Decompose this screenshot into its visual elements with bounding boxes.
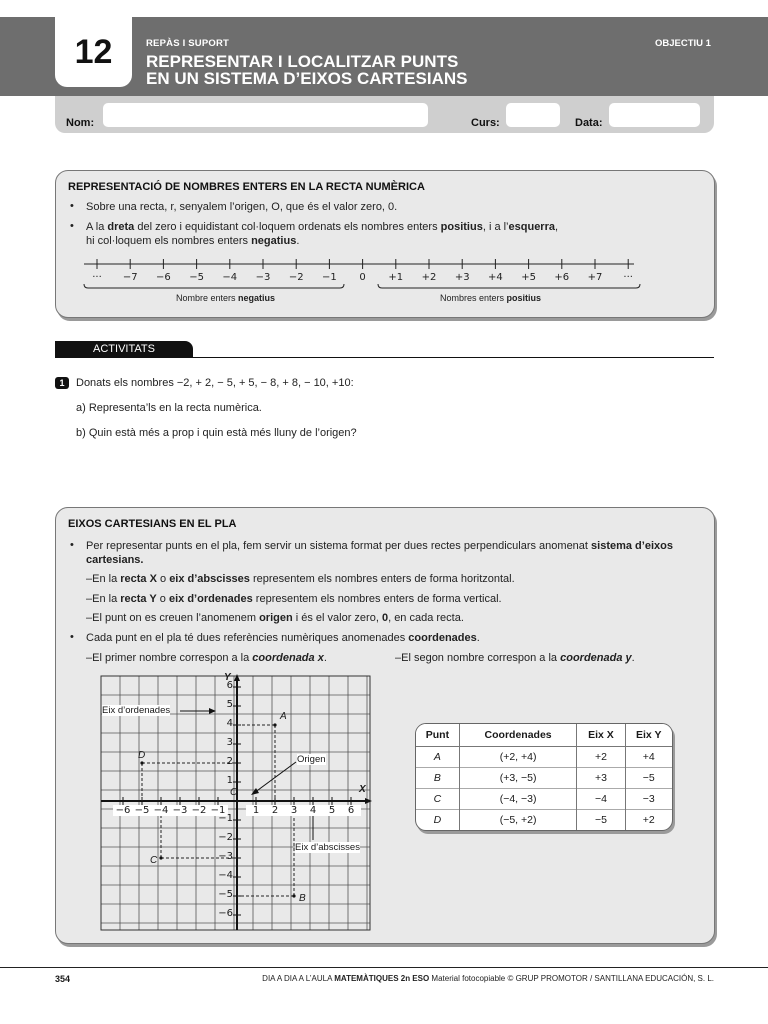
text: o <box>156 573 170 585</box>
table-row <box>416 768 672 789</box>
y-tick-label: −1 <box>218 813 233 824</box>
y-tick-label: 6 <box>226 680 233 691</box>
text-bold: cartesians. <box>86 554 144 566</box>
callout-ordenades: Eix d’ordenades <box>102 705 171 716</box>
callout-abscisses: Eix d’abscisses <box>295 842 360 853</box>
question-1a: a) Representa’ls en la recta numèrica. <box>76 402 262 414</box>
cartesian-panel-title: EIXOS CARTESIANS EN EL PLA <box>68 518 237 530</box>
number-line-label: +4 <box>488 272 503 283</box>
text-bold: recta Y <box>120 593 157 605</box>
date-label: Data: <box>575 117 603 129</box>
text: del zero i equidistant col·loquem ordenats els nombres enters <box>134 221 441 233</box>
text: , <box>555 221 559 233</box>
table-cell: −4 <box>577 789 625 810</box>
name-label: Nom: <box>66 117 95 129</box>
point-b <box>292 894 295 897</box>
point-label-d: D <box>138 750 146 761</box>
table-row <box>416 810 672 830</box>
text-bold: recta X <box>120 573 157 585</box>
number-line-label: −4 <box>222 272 238 283</box>
table-header-eix-x: Eix X <box>577 724 625 747</box>
footer-credit <box>262 974 714 983</box>
text: representem els nombres enters de forma vertical. <box>252 593 502 605</box>
bullet: • <box>70 631 74 643</box>
y-tick-label: −2 <box>218 832 233 843</box>
callout-origen: Origen <box>297 754 326 765</box>
number-line-label: +5 <box>521 272 536 283</box>
text: –El segon nombre correspon a la <box>395 652 561 664</box>
number-line-label: +2 <box>421 272 437 283</box>
origin-label: O <box>230 787 238 798</box>
y-axis-arrow <box>234 674 240 681</box>
bullet: • <box>70 539 74 551</box>
text: Cada punt en el pla té dues referències numèriques anomenades <box>86 632 409 644</box>
number-line-label: 0 <box>359 272 366 283</box>
x-tick-label: 3 <box>284 805 304 816</box>
y-tick-label: −4 <box>218 870 233 881</box>
activities-tab: ACTIVITATS <box>55 341 193 357</box>
text-bold: coordenada y <box>560 652 632 664</box>
text: i és el valor zero, <box>292 612 382 624</box>
text: , i a l’ <box>482 221 509 233</box>
text-bold: negatius <box>251 235 297 247</box>
y-tick-label: 3 <box>226 737 233 748</box>
question-number: 1 <box>55 377 69 389</box>
x-tick-label: −6 <box>113 805 133 816</box>
text: Per representar punts en el pla, fem servir un sistema format per dues rectes perpendiculars anomenat <box>86 540 592 552</box>
table-cell: (−4, −3) <box>459 789 577 810</box>
x-tick-label: 5 <box>322 805 342 816</box>
footer-rule <box>0 967 768 968</box>
x-tick-label: −3 <box>170 805 190 816</box>
y-tick-label: −3 <box>218 851 233 862</box>
text: Nombre enters <box>176 293 239 303</box>
text-bold: coordenades <box>408 632 477 644</box>
coordinates-table <box>415 723 673 831</box>
text: DIA A DIA A L’AULA <box>262 974 335 983</box>
bullet: • <box>70 200 74 212</box>
text: Material fotocopiable © GRUP PROMOTOR / SANTILLANA EDUCACIÓN, S. L. <box>429 974 714 983</box>
table-cell: (−5, +2) <box>459 810 577 830</box>
number-line-panel-title: REPRESENTACIÓ DE NOMBRES ENTERS EN LA RECTA NUMÈRICA <box>68 181 425 193</box>
y-tick-label: −6 <box>218 908 233 919</box>
x-tick-label: 6 <box>341 805 361 816</box>
text-bold: 0 <box>381 612 389 624</box>
table-cell: +4 <box>625 747 672 768</box>
unit-number: 12 <box>55 17 132 87</box>
x-tick-label: −2 <box>189 805 209 816</box>
table-cell: C <box>416 789 459 810</box>
text: . <box>631 652 635 664</box>
number-line-label: +6 <box>554 272 570 283</box>
number-line-label: +3 <box>454 272 470 283</box>
y-axis-label: Y <box>224 672 231 683</box>
x-tick-label: 4 <box>303 805 323 816</box>
header-objective: OBJECTIU 1 <box>655 38 711 49</box>
number-line-label: +1 <box>388 272 404 283</box>
text: . <box>323 652 327 664</box>
x-tick-label: −5 <box>132 805 152 816</box>
bullet: • <box>70 220 74 232</box>
text-bold: sistema d’eixos <box>591 540 673 552</box>
question-1-text: Donats els nombres −2, + 2, − 5, + 5, − 8, + 8, − 10, +10: <box>76 377 354 389</box>
number-line-label: −5 <box>189 272 204 283</box>
table-row <box>416 747 672 768</box>
point-c <box>159 856 162 859</box>
y-tick-label: 5 <box>226 699 233 710</box>
y-tick-label: 1 <box>226 775 233 786</box>
x-axis-arrow <box>365 798 372 804</box>
text-bold: negatius <box>238 293 276 303</box>
number-line-label: ··· <box>92 272 102 283</box>
table-header-eix-y: Eix Y <box>625 724 672 747</box>
text-bold: coordenada x <box>252 652 324 664</box>
x-axis-label: X <box>359 784 366 795</box>
point-label-b: B <box>299 893 306 904</box>
point-a <box>273 723 276 726</box>
table-cell: −3 <box>625 789 672 810</box>
x-tick-label: 2 <box>265 805 285 816</box>
number-line-label: −7 <box>122 272 138 283</box>
point-label-a: A <box>280 711 287 722</box>
text: Nombres enters <box>440 293 507 303</box>
number-line-label: +7 <box>587 272 603 283</box>
text: , en cada recta. <box>388 612 464 624</box>
y-tick-label: 4 <box>226 718 233 729</box>
number-line-label: ··· <box>623 272 633 283</box>
point-label-c: C <box>150 855 158 866</box>
x-tick-label: −4 <box>151 805 171 816</box>
header-kicker: REPÀS I SUPORT <box>146 38 230 49</box>
text-bold: positius <box>506 293 542 303</box>
text-bold: esquerra <box>508 221 555 233</box>
table-header-coordenades: Coordenades <box>459 724 577 747</box>
y-tick-label: −5 <box>218 889 233 900</box>
text: A la <box>86 221 108 233</box>
title-line-2: EN UN SISTEMA D’EIXOS CARTESIANS <box>146 69 468 88</box>
text-bold: eix d’ordenades <box>168 593 253 605</box>
table-cell: B <box>416 768 459 789</box>
text: . <box>296 235 300 247</box>
text-bold: origen <box>259 612 293 624</box>
table-cell: −5 <box>577 810 625 830</box>
table-header-punt: Punt <box>416 724 459 747</box>
text: –El primer nombre correspon a la <box>86 652 253 664</box>
x-tick-label: 1 <box>246 805 266 816</box>
number-line-label: −6 <box>156 272 171 283</box>
table-cell: (+2, +4) <box>459 747 577 768</box>
table-cell: +2 <box>625 810 672 830</box>
text-bold: MATEMÀTIQUES 2n ESO <box>334 974 430 983</box>
page-number: 354 <box>55 974 71 984</box>
text-bold: positius <box>440 221 483 233</box>
number-line-label: −2 <box>288 272 304 283</box>
callout-arrowhead <box>251 788 259 795</box>
text: representem els nombres enters de forma horitzontal. <box>249 573 515 585</box>
table-cell: +2 <box>577 747 625 768</box>
box1-bullet-1: Sobre una recta, r, senyalem l’origen, O, que és el valor zero, 0. <box>86 201 398 213</box>
text: . <box>476 632 480 644</box>
table-cell: +3 <box>577 768 625 789</box>
table-cell: −5 <box>625 768 672 789</box>
y-tick-label: 2 <box>226 756 233 767</box>
text: –En la <box>86 593 121 605</box>
title-line-1: REPRESENTAR I LOCALITZAR PUNTS <box>146 52 459 71</box>
course-label: Curs: <box>471 117 500 129</box>
table-row <box>416 789 672 810</box>
number-line-label: −3 <box>255 272 271 283</box>
table-cell: (+3, −5) <box>459 768 577 789</box>
text: hi col·loquem els nombres enters <box>86 235 252 247</box>
table-cell: A <box>416 747 459 768</box>
x-tick-label: −1 <box>208 805 228 816</box>
point-d <box>140 761 143 764</box>
text-bold: dreta <box>107 221 135 233</box>
text: –En la <box>86 573 121 585</box>
number-line-label: −1 <box>322 272 337 283</box>
text: o <box>156 593 169 605</box>
text: –El punt on es creuen l’anomenem <box>86 612 260 624</box>
question-1b: b) Quin està més a prop i quin està més lluny de l’origen? <box>76 427 357 439</box>
table-cell: D <box>416 810 459 830</box>
text-bold: eix d’abscisses <box>169 573 250 585</box>
